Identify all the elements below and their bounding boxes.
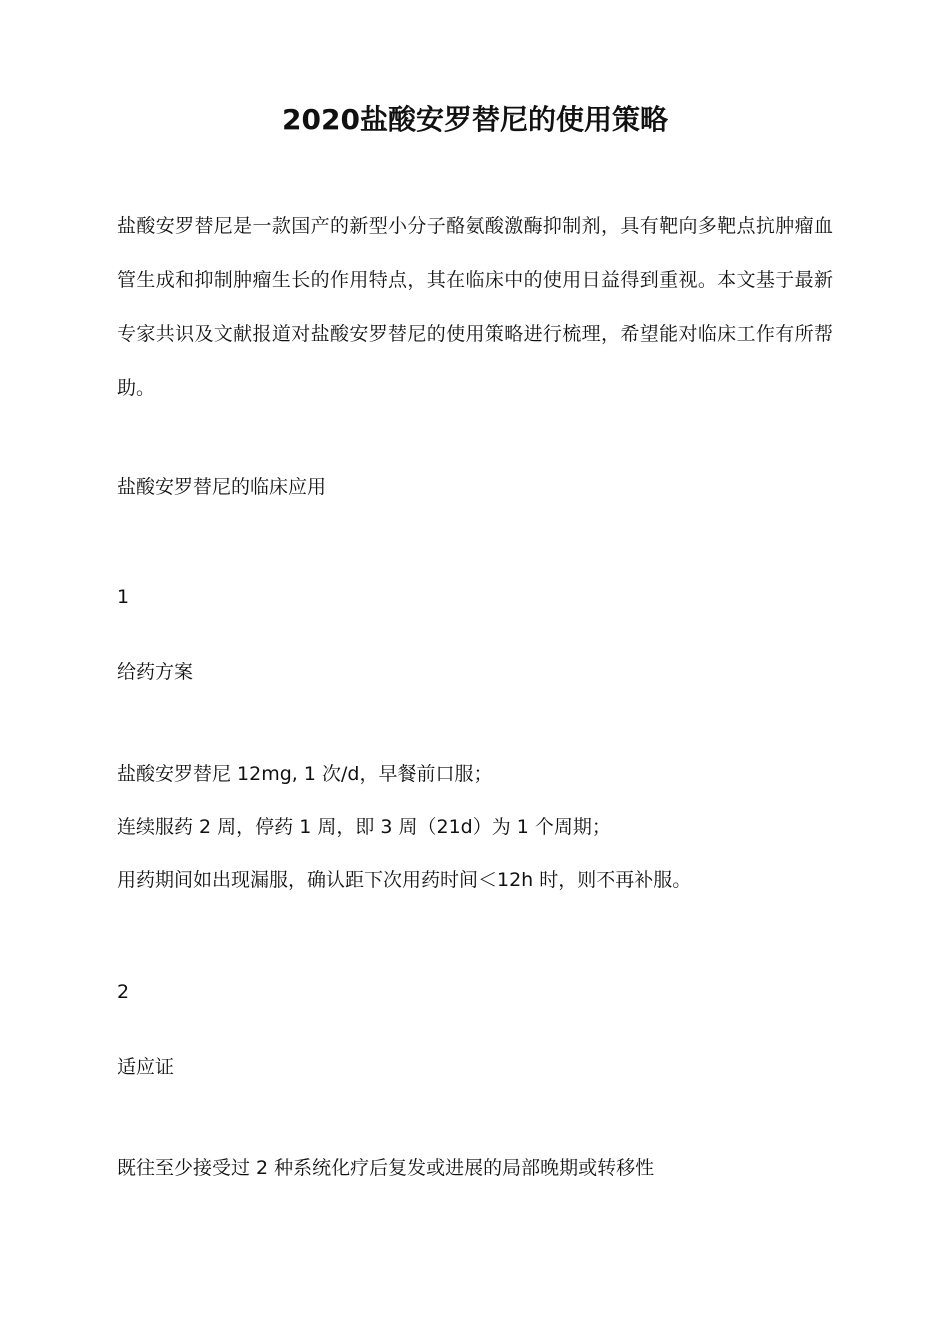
section-2-heading: 适应证 (117, 1056, 175, 1078)
document-title: 2020盐酸安罗替尼的使用策略 (282, 103, 668, 136)
section-heading: 盐酸安罗替尼的临床应用 (117, 476, 327, 498)
indication-line: 既往至少接受过 2 种系统化疗后复发或进展的局部晚期或转移性 (117, 1157, 655, 1179)
section-1-heading: 给药方案 (117, 661, 194, 683)
dosage-line: 盐酸安罗替尼 12mg, 1 次/d，早餐前口服； (117, 763, 493, 785)
section-2-number: 2 (117, 981, 130, 1003)
section-1-number: 1 (117, 586, 130, 608)
dosage-line: 用药期间如出现漏服，确认距下次用药时间＜12h 时，则不再补服。 (117, 869, 692, 891)
dosage-line: 连续服药 2 周，停药 1 周，即 3 周（21d）为 1 个周期； (117, 816, 611, 838)
intro-paragraph: 盐酸安罗替尼是一款国产的新型小分子酪氨酸激酶抑制剂，具有靶向多靶点抗肿瘤血管生成和抑制肿瘤生长的作用特点，其在临床中的使用日益得到重视。本文基于最新专家共识及文献报道对盐酸安罗替尼的使用策略进行梳理，希望能对临床工作有所帮助。 (117, 215, 833, 399)
